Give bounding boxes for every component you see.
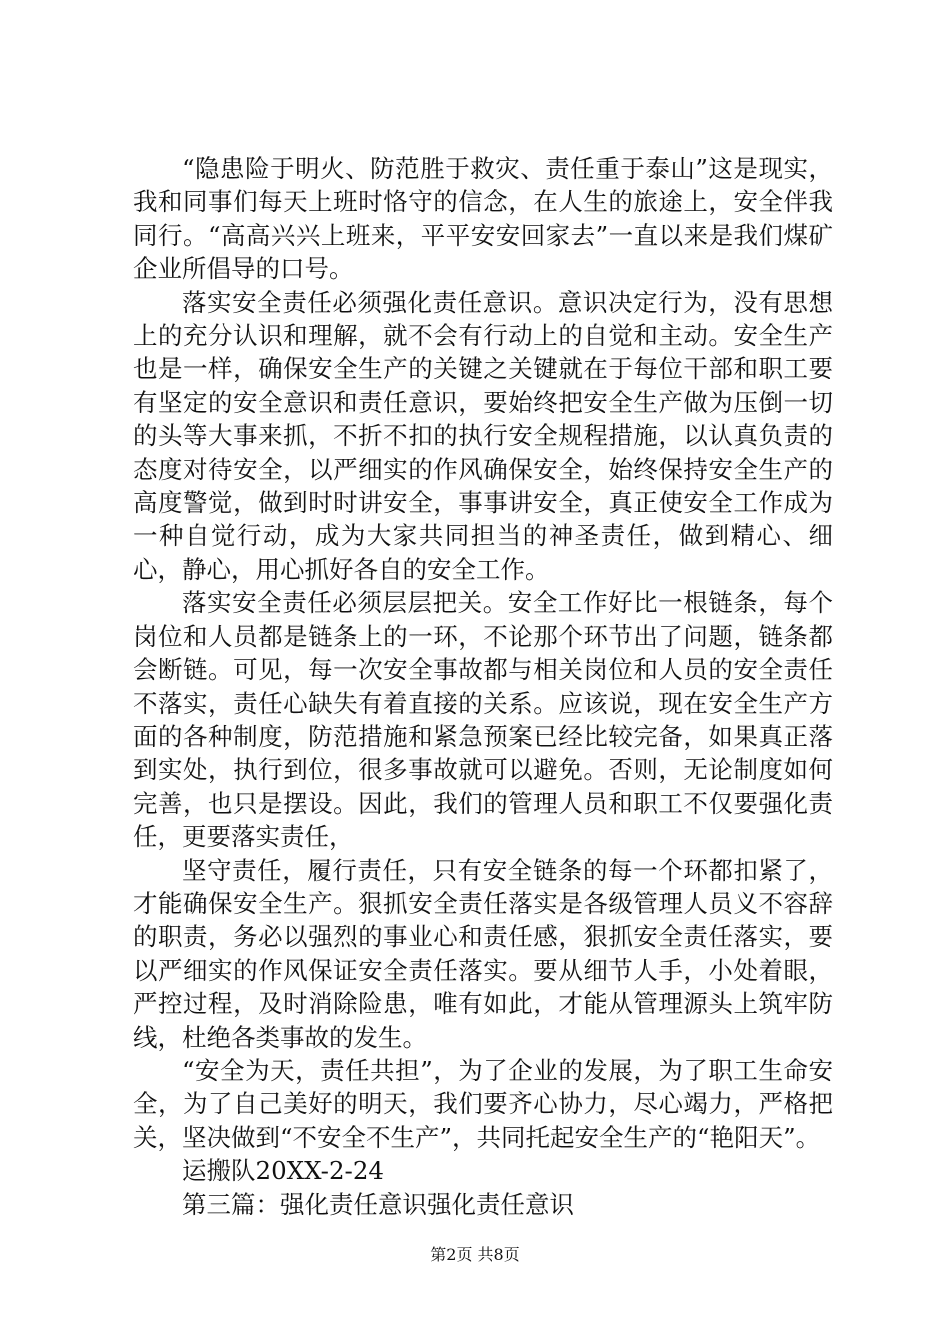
paragraph-intro: “隐患险于明火、防范胜于救灾、责任重于泰山”这是现实，我和同事们每天上班时恪守的信念，在人生的旅途上，安全伴我同行。“高高兴兴上班来，平平安安回家去”一直以来是我们煤矿企业所倡导的口号。 [133,154,833,284]
page-number: 第2页 共8页 [430,1245,520,1264]
document-body [133,152,833,1221]
paragraph-layered-checks: 落实安全责任必须层层把关。安全工作好比一根链条，每个岗位和人员都是链条上的一环，不论那个环节出了问题，链条都会断链。可见，每一次安全事故都与相关岗位和人员的安全责任不落实，责任心缺失有着直接的关系。应该说，现在安全生产方面的各种制度，防范措施和紧急预案已经比较完备，如果真正落到实处，执行到位，很多事故就可以避免。否则，无论制度如何完善，也只是摆设。因此，我们的管理人员和职工不仅要强化责任，更要落实责任， [133,588,833,852]
next-section-heading: 第三篇：强化责任意识强化责任意识 [182,1189,574,1219]
paragraph-keep-responsibility: 坚守责任，履行责任，只有安全链条的每一个环都扣紧了，才能确保安全生产。狠抓安全责任落实是各级管理人员义不容辞的职责，务必以强烈的事业心和责任感，狠抓安全责任落实，要以严细实的作风保证安全责任落实。要从细节人手，小处着眼，严控过程，及时消除险患，唯有如此，才能从管理源头上筑牢防线，杜绝各类事故的发生。 [133,855,833,1052]
paragraph-closing-slogan: “安全为天，责任共担”，为了企业的发展，为了职工生命安全，为了自己美好的明天，我们要齐心协力，尽心竭力，严格把关，坚决做到“不安全不生产”，共同托起安全生产的“艳阳天”。 [133,1055,833,1152]
paragraph-responsibility-awareness: 落实安全责任必须强化责任意识。意识决定行为，没有思想上的充分认识和理解，就不会有行动上的自觉和主动。安全生产也是一样，确保安全生产的关键之关键就在于每位干部和职工要有坚定的安全意识和责任意识，要始终把安全生产做为压倒一切的头等大事来抓，不折不扣的执行安全规程措施，以认真负责的态度对待安全，以严细实的作风确保安全，始终保持安全生产的高度警觉，做到时时讲安全，事事讲安全，真正使安全工作成为一种自觉行动，成为大家共同担当的神圣责任，做到精心、细心，静心，用心抓好各自的安全工作。 [133,287,833,584]
signature-line: 运搬队20XX-2-24 [182,1156,385,1186]
page-footer [0,1245,950,1265]
